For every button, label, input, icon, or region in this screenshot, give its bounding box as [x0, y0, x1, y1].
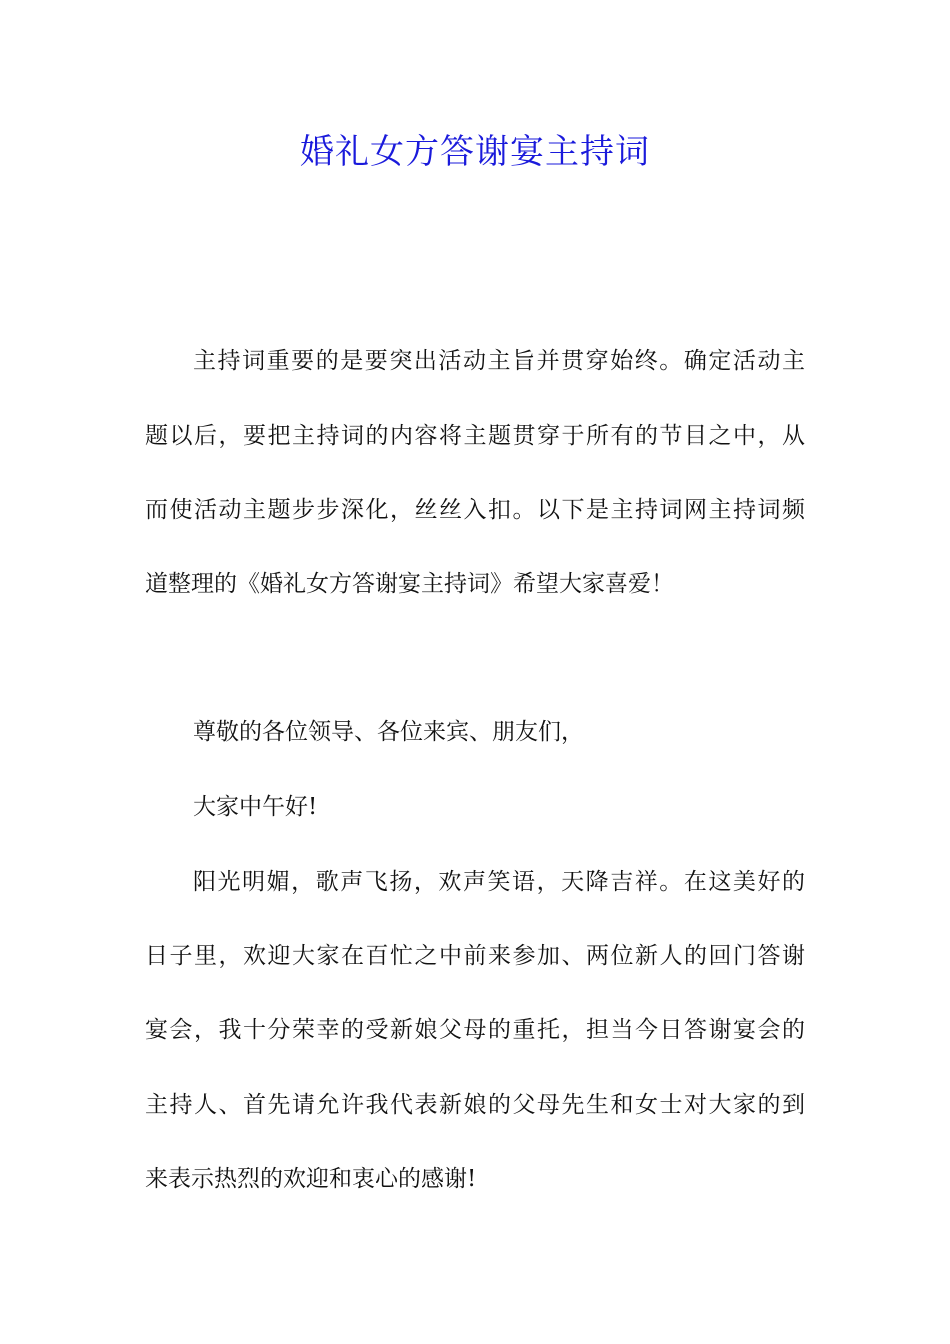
salutation-line: 大家中午好!	[193, 794, 318, 820]
intro-line-4: 道整理的《婚礼女方答谢宴主持词》希望大家喜爱！	[145, 571, 674, 597]
body-line-2: 日子里，欢迎大家在百忙之中前来参加、两位新人的回门答谢	[145, 943, 805, 969]
document-title: 婚礼女方答谢宴主持词	[300, 132, 650, 172]
body-line-5: 来表示热烈的欢迎和衷心的感谢!	[145, 1166, 477, 1192]
body-line-4: 主持人、首先请允许我代表新娘的父母先生和女士对大家的到	[145, 1092, 805, 1118]
body-line-3: 宴会，我十分荣幸的受新娘父母的重托，担当今日答谢宴会的	[145, 1017, 805, 1043]
intro-line-2: 题以后，要把主持词的内容将主题贯穿于所有的节目之中，从	[145, 423, 805, 449]
greeting-line: 尊敬的各位领导、各位来宾、朋友们，	[193, 719, 584, 745]
intro-line-1: 主持词重要的是要突出活动主旨并贯穿始终。确定活动主	[193, 348, 805, 374]
intro-line-3: 而使活动主题步步深化，丝丝入扣。以下是主持词网主持词频	[145, 497, 805, 523]
body-line-1: 阳光明媚，歌声飞扬，欢声笑语，天降吉祥。在这美好的	[193, 869, 805, 895]
